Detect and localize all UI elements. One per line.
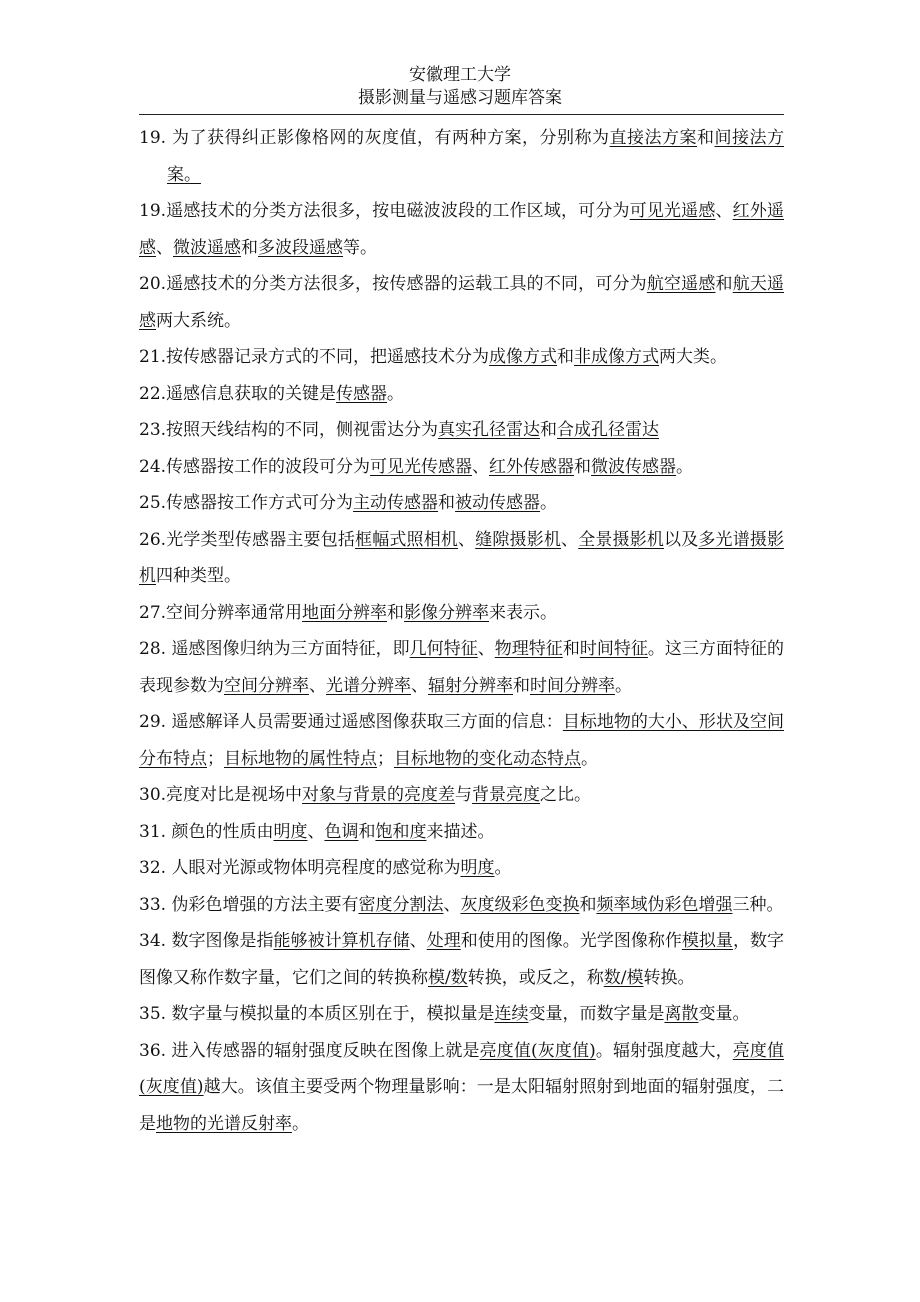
answer-blank: 地面分辨率 bbox=[302, 602, 388, 623]
answer-blank: 目标地物的变化动态特点 bbox=[394, 748, 581, 769]
question-text: 26.光学类型传感器主要包括 bbox=[139, 529, 356, 550]
answer-blank: 空间分辨率 bbox=[224, 675, 309, 696]
answer-blank: 航空遥感 bbox=[646, 274, 716, 294]
question-text: 33. 伪彩色增强的方法主要有 bbox=[139, 894, 359, 915]
answer-item bbox=[139, 193, 784, 266]
question-text: 。 bbox=[676, 456, 694, 477]
answer-blank: 微波遥感 bbox=[173, 237, 241, 258]
answer-blank: 全景摄影机 bbox=[578, 529, 665, 550]
question-text: 、 bbox=[458, 529, 476, 550]
question-text: 和 bbox=[387, 602, 405, 623]
question-text: 35. 数字量与模拟量的本质区别在于，模拟量是 bbox=[139, 1004, 495, 1024]
question-text: 、 bbox=[307, 821, 325, 842]
question-text: 27.空间分辨率通常用 bbox=[139, 602, 303, 623]
question-text: 。这三方面特征的表现参数为 bbox=[139, 639, 784, 696]
question-text: 和 bbox=[557, 347, 575, 367]
answer-blank: 非成像方式 bbox=[574, 347, 660, 367]
question-text: 、 bbox=[561, 529, 579, 550]
question-text: 、 bbox=[309, 675, 326, 696]
answer-item bbox=[139, 449, 784, 486]
answer-item bbox=[139, 120, 784, 193]
question-text: 和使用的图像。光学图像称作 bbox=[460, 931, 682, 951]
question-text: 。 bbox=[581, 748, 598, 769]
answer-item bbox=[139, 923, 784, 996]
answer-blank: 几何特征 bbox=[409, 639, 478, 659]
question-text: 和 bbox=[574, 456, 592, 477]
answer-item bbox=[139, 887, 784, 924]
answer-item bbox=[139, 777, 784, 814]
answer-blank: 数/模 bbox=[603, 967, 644, 988]
answer-blank: 可见光传感器 bbox=[370, 456, 473, 477]
question-text: 22.遥感信息获取的关键是 bbox=[139, 383, 337, 404]
question-text: 来描述。 bbox=[426, 821, 495, 842]
answer-blank: 直接法方案 bbox=[609, 128, 697, 148]
question-text: 之比。 bbox=[540, 785, 592, 805]
question-text: 、 bbox=[477, 639, 495, 659]
question-text: 和 bbox=[241, 237, 258, 258]
answer-blank: 模拟量 bbox=[681, 931, 733, 951]
document-header bbox=[0, 64, 920, 110]
question-text: 转换。 bbox=[643, 967, 695, 988]
question-text: 。 bbox=[494, 858, 512, 878]
question-text: 和 bbox=[513, 675, 530, 696]
question-text: 。 bbox=[615, 675, 632, 696]
question-text: 23.按照天线结构的不同，侧视雷达分为 bbox=[139, 420, 439, 440]
answer-item bbox=[139, 522, 784, 595]
answer-blank: 连续 bbox=[494, 1004, 529, 1024]
question-text: 31. 颜色的性质由 bbox=[139, 821, 274, 842]
answer-blank: 红外遥感 bbox=[139, 201, 785, 258]
answer-blank: 可见光遥感 bbox=[629, 201, 716, 221]
question-text: 36. 进入传感器的辐射强度反映在图像上就是 bbox=[139, 1040, 480, 1061]
answer-item bbox=[139, 996, 784, 1033]
answer-item bbox=[139, 339, 784, 376]
question-text: 和 bbox=[438, 493, 456, 513]
answer-blank: 红外传感器 bbox=[489, 456, 575, 477]
answer-blank: 地物的光谱反射率 bbox=[156, 1113, 292, 1134]
answer-blank: 离散 bbox=[664, 1004, 699, 1024]
answer-blank: 处理 bbox=[426, 931, 461, 951]
question-text: 、 bbox=[409, 931, 427, 951]
answer-item bbox=[139, 266, 784, 339]
answer-blank: 密度分割法 bbox=[358, 894, 444, 915]
question-text: 、 bbox=[715, 201, 733, 221]
answer-blank: 物理特征 bbox=[494, 639, 563, 659]
answer-blank: 时间特征 bbox=[579, 639, 648, 659]
answer-item bbox=[139, 631, 784, 704]
question-text: 19. 为了获得纠正影像格网的灰度值，有两种方案，分别称为 bbox=[139, 128, 610, 148]
answer-blank: 传感器 bbox=[336, 383, 388, 404]
answer-blank: 目标地物的大小、形状及空间分布特点 bbox=[139, 712, 784, 769]
question-text: 32. 人眼对光源或物体明亮程度的感觉称为 bbox=[139, 858, 461, 878]
answer-blank: 多波段遥感 bbox=[258, 237, 343, 258]
answer-blank: 航天遥感 bbox=[139, 274, 785, 331]
answer-item bbox=[139, 704, 784, 777]
university-name: 安徽理工大学 bbox=[409, 65, 511, 85]
question-text: 和 bbox=[579, 894, 597, 915]
answer-blank: 色调 bbox=[324, 821, 359, 842]
question-text: 两大系统。 bbox=[156, 310, 241, 331]
question-text: 、 bbox=[443, 894, 461, 915]
document-title: 摄影测量与遥感习题库答案 bbox=[358, 88, 562, 108]
answer-blank: 间接法方案。 bbox=[167, 128, 785, 185]
question-text: 、 bbox=[156, 237, 173, 258]
answer-item bbox=[139, 376, 784, 413]
question-text: 三种。 bbox=[732, 894, 784, 915]
question-text: 24.传感器按工作的波段可分为 bbox=[139, 456, 371, 477]
question-text: 、 bbox=[411, 675, 428, 696]
question-text: 。 bbox=[540, 493, 558, 513]
answer-blank: 目标地物的属性特点 bbox=[224, 748, 377, 769]
answer-blank: 背景亮度 bbox=[472, 785, 541, 805]
question-text: 25.传感器按工作方式可分为 bbox=[139, 493, 354, 513]
answer-blank: 辐射分辨率 bbox=[428, 675, 513, 696]
question-text: ； bbox=[207, 748, 224, 769]
question-text: 。 bbox=[387, 383, 405, 404]
answer-blank: 亮度值(灰度值) bbox=[479, 1040, 596, 1061]
question-text: 19.遥感技术的分类方法很多，按电磁波波段的工作区域，可分为 bbox=[139, 201, 630, 221]
question-text: 越大。该值主要受两个物理量影响：一是太阳辐射照射到地面的辐射强度，二是 bbox=[139, 1077, 785, 1134]
question-text: 和 bbox=[358, 821, 376, 842]
question-text: 和 bbox=[562, 639, 580, 659]
question-text: 。 bbox=[292, 1113, 309, 1134]
question-text: 等。 bbox=[343, 237, 377, 258]
answer-item bbox=[139, 412, 784, 449]
question-text: 变量。 bbox=[698, 1004, 750, 1024]
answer-blank: 对象与背景的亮度差 bbox=[302, 785, 456, 805]
answer-blank: 合成孔径雷达 bbox=[557, 420, 660, 440]
answer-blank: 主动传感器 bbox=[353, 493, 439, 513]
question-text: 29. 遥感解译人员需要通过遥感图像获取三方面的信息： bbox=[139, 712, 563, 732]
question-text: 28. 遥感图像归纳为三方面特征，即 bbox=[139, 639, 410, 659]
question-text: 和 bbox=[540, 420, 558, 440]
answer-item bbox=[139, 814, 784, 851]
question-text: 以及 bbox=[664, 529, 699, 550]
question-text: ，数字图像又称作数字量，它们之间的转换称 bbox=[139, 931, 784, 988]
answer-blank: 缝隙摄影机 bbox=[475, 529, 562, 550]
question-text: 来表示。 bbox=[489, 602, 558, 623]
header-rule bbox=[139, 114, 784, 115]
answer-blank: 明度 bbox=[460, 858, 495, 878]
answer-item bbox=[139, 850, 784, 887]
question-text: 转换，或反之，称 bbox=[467, 967, 604, 988]
question-text: 和 bbox=[715, 274, 733, 294]
question-text: 两大类。 bbox=[659, 347, 728, 367]
answer-blank: 能够被计算机存储 bbox=[273, 931, 410, 951]
answer-blank: 亮度值(灰度值) bbox=[139, 1040, 784, 1097]
answer-blank: 成像方式 bbox=[489, 347, 558, 367]
answer-blank: 被动传感器 bbox=[455, 493, 541, 513]
question-text: ； bbox=[377, 748, 394, 769]
answer-list bbox=[139, 120, 784, 1142]
question-text: 30.亮度对比是视场中 bbox=[139, 785, 303, 805]
question-text: 变量，而数字量是 bbox=[528, 1004, 665, 1024]
question-text: 四种类型。 bbox=[156, 566, 241, 586]
question-text: 、 bbox=[472, 456, 490, 477]
answer-blank: 明度 bbox=[273, 821, 308, 842]
answer-blank: 灰度级彩色变换 bbox=[460, 894, 580, 915]
answer-blank: 光谱分辨率 bbox=[326, 675, 411, 696]
answer-blank: 频率域伪彩色增强 bbox=[596, 894, 733, 915]
question-text: 34. 数字图像是指 bbox=[139, 931, 274, 951]
answer-blank: 框幅式照相机 bbox=[355, 529, 459, 550]
answer-blank: 模/数 bbox=[428, 967, 468, 988]
answer-item bbox=[139, 485, 784, 522]
question-text: 和 bbox=[697, 128, 715, 148]
question-text: 。辐射强度越大， bbox=[595, 1040, 733, 1061]
answer-blank: 饱和度 bbox=[375, 821, 427, 842]
answer-blank: 多光谱摄影机 bbox=[139, 529, 785, 586]
answer-blank: 影像分辨率 bbox=[404, 602, 490, 623]
question-text: 20.遥感技术的分类方法很多，按传感器的运载工具的不同，可分为 bbox=[139, 274, 647, 294]
question-text: 21.按传感器记录方式的不同，把遥感技术分为 bbox=[139, 347, 490, 367]
answer-blank: 时间分辨率 bbox=[530, 675, 615, 696]
question-text: 与 bbox=[455, 785, 473, 805]
answer-item bbox=[139, 1033, 784, 1143]
answer-blank: 真实孔径雷达 bbox=[438, 420, 541, 440]
answer-blank: 微波传感器 bbox=[591, 456, 677, 477]
answer-item bbox=[139, 595, 784, 632]
